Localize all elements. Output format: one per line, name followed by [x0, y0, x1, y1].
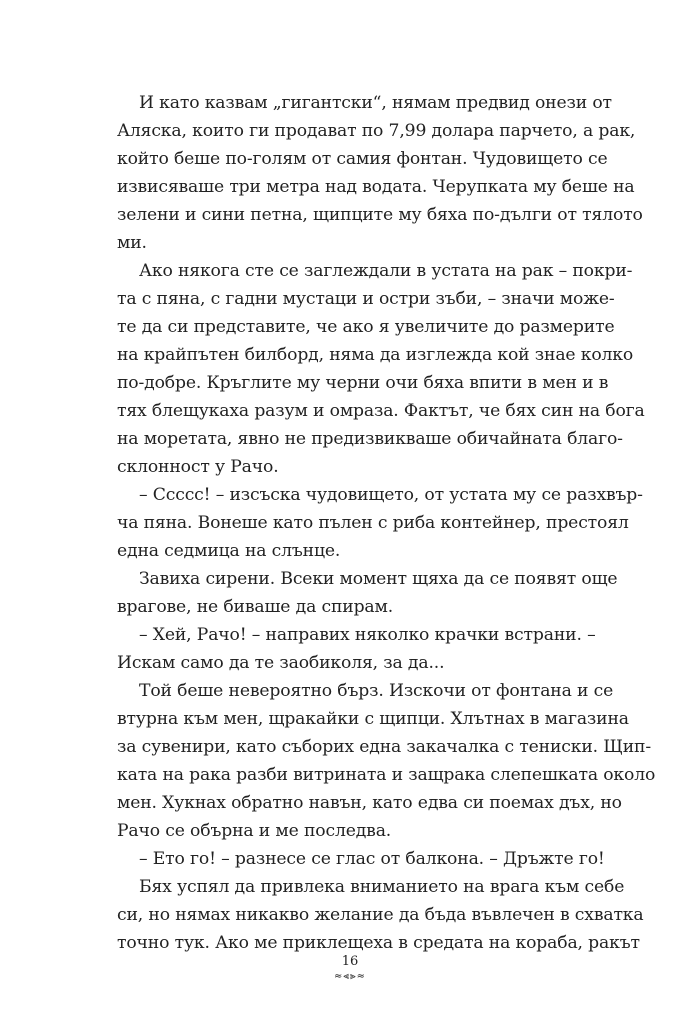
text-line: Рачо се обърна и ме последва. [117, 821, 392, 841]
text-line: по-добре. Кръглите му черни очи бяха впити в мен и в [117, 373, 609, 393]
text-line: склонност у Рачо. [117, 457, 279, 477]
text-line: извисяваше три метра над водата. Черупката му беше на [117, 177, 635, 197]
text-line: мен. Хукнах обратно навън, като едва си поемах дъх, но [117, 793, 622, 813]
text-line: врагове, не биваше да спирам. [117, 597, 394, 617]
text-line: Той беше невероятно бърз. Изскочи от фонтана и се [139, 681, 614, 701]
text-line: Завиха сирени. Всеки момент щяха да се появят още [139, 569, 618, 589]
text-line: Бях успял да привлека вниманието на врага към себе [139, 877, 625, 897]
text-line: на моретата, явно не предизвикваше обичайната благо- [117, 429, 623, 449]
page-number: 16 [341, 954, 359, 969]
body-text [117, 89, 656, 957]
text-line: ча пяна. Вонеше като пълен с риба контейнер, престоял [117, 513, 629, 533]
text-line: Аляска, които ги продават по 7,99 долара парчето, а рак, [117, 121, 636, 141]
page-ornament: ≈⫷⫸≈ [333, 971, 367, 982]
text-line: ката на рака разби витрината и защрака слепешката около [117, 765, 656, 785]
text-line: – Ето го! – разнесе се глас от балкона. – Дръжте го! [139, 849, 605, 869]
text-line: втурна към мен, щракайки с щипци. Хлътнах в магазина [117, 709, 629, 729]
text-line: ми. [117, 233, 147, 253]
text-line: Ако някога сте се заглеждали в устата на рак – покри- [139, 261, 633, 281]
text-line: – Сcccс! – изсъска чудовището, от устата му се разхвър- [139, 485, 643, 505]
text-line: тях блещукаха разум и омраза. Фактът, че бях син на бога [117, 401, 645, 421]
text-line: – Хей, Рачо! – направих няколко крачки встрани. – [139, 625, 596, 645]
text-line: И като казвам „гигантски“, нямам предвид онези от [139, 93, 612, 113]
text-line: на крайпътен билборд, няма да изглежда кой знае колко [117, 345, 634, 365]
text-line: те да си представите, че ако я увеличите до размерите [117, 317, 615, 337]
text-line: си, но нямах никакво желание да бъда въвлечен в схватка [117, 905, 644, 925]
text-line: една седмица на слънце. [117, 541, 341, 561]
text-line: точно тук. Ако ме приклещеха в средата на кораба, ракът [117, 933, 640, 953]
text-line: Искам само да те заобиколя, за да... [117, 653, 445, 673]
text-line: зелени и сини петна, щипците му бяха по-дълги от тялото [117, 205, 643, 225]
text-line: та с пяна, с гадни мустаци и остри зъби, – значи може- [117, 289, 615, 309]
text-line: който беше по-голям от самия фонтан. Чудовището се [117, 149, 608, 169]
text-line: за сувенири, като съборих една закачалка с тениски. Щип- [117, 737, 652, 757]
